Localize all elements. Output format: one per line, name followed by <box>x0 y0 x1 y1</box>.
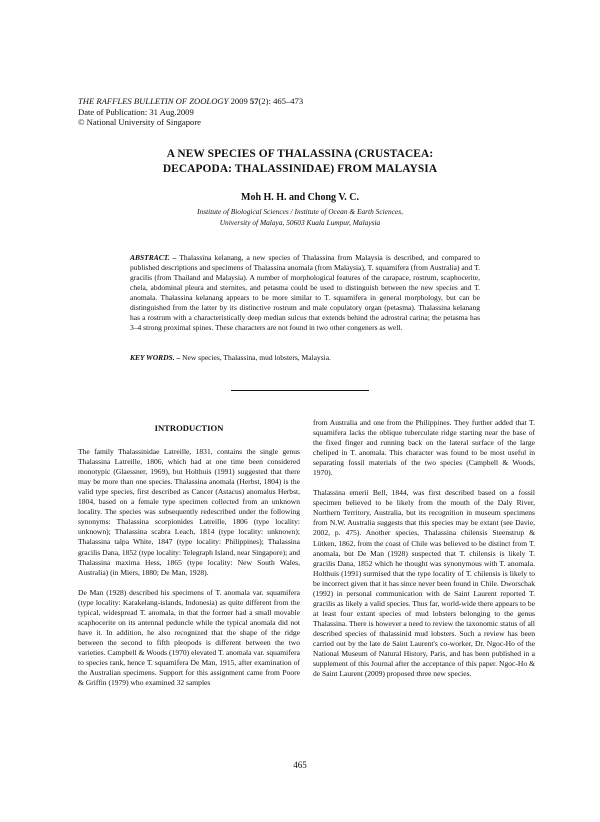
author-affiliation <box>90 207 510 228</box>
paper-authors: Moh H. H. and Chong V. C. <box>241 192 359 203</box>
affiliation-line-2: University of Malaya, 50603 Kuala Lumpur, Malaysia <box>219 217 381 227</box>
body-paragraph: Thalassina emerii Bell, 1844, was first described based on a fossil specimen believed to be likely from the mouth of the Daly River, Northern Territory, Australia, but its recognition in museum specimens from N.W. Australia suggests that this species may be extant (see Davie, 2002, p. 475). Another species, Thalassina chilensis Steenstrup & Lütken, 1862, from the coast of Chile was believed to be distinct from T. anomala, but De Man (1928) suspected that T. chilensis is likely T. gracilis Dana, 1852 which he thought was synonymous with T. anomala. Holthuis (1991) surmised that the type locality of T. chilensis is likely to be incorrect given that it has since never been found in Chile. Dworschak (1992) in personal communication with de Saint Laurent reported T. gracilis as likely a valid species. Thus far, world-wide there appears to be at least four extant species of mud lobsters belonging to the genus Thalassina. There is however a need to review the taxonomic status of all described species of thalassinid mud lobsters. Such a review has been carried out by the late de Saint Laurent's co-worker, Dr. Ngoc-Ho of the National Museum of Natural History, Paris, and has been published in a supplement of this Journal after the acceptance of this paper. Ngoc-Ho & de Saint Laurent (2009) proposed three new species. <box>313 488 535 679</box>
section-divider <box>231 390 369 391</box>
journal-header <box>78 96 303 128</box>
body-paragraph: from Australia and one from the Philippines. They further added that T. squamifera lacks the oblique tuberculate ridge starting near the base of the fixed finger and running back on the lateral surface of the large cheliped in T. anomala. This character was found to be most useful in separating fossil materials of the two species (Campbell & Woods, 1970). <box>313 418 535 478</box>
right-column <box>313 418 535 689</box>
copyright-line: © National University of Singapore <box>78 117 201 127</box>
abstract-text: Thalassina kelanang, a new species of Thalassina from Malaysia is described, and compared to published descriptions and specimens of Thalassina anomala (from Malaysia), T. squamifera (from Australia) and T. gracilis (from Thailand and Malaysia). A number of morphological features of the carapace, rostrum, scaphocerite, chela, abdominal pleura and sternites, and petasma could be used to distinguish between the new species and T. anomala. Thalassina kelanang appears to be more similar to T. squamifera in general morphology, but can be distinguished from the latter by its distinctive rostrum and male copulatory organ (petasma). Thalassina kelanang has a rostrum with a characteristically deep median sulcus that extends behind the adrostral carina; the petasma has 3–4 strong proximal spines. These characters are not found in two other congeners as well. <box>130 253 480 333</box>
introduction-heading: INTRODUCTION <box>154 423 224 433</box>
paper-title <box>90 147 510 177</box>
journal-year: 2009 <box>230 96 248 106</box>
publication-date: Date of Publication: 31 Aug.2009 <box>78 106 194 117</box>
keywords <box>130 353 480 363</box>
abstract-label: ABSTRACT. – <box>130 253 177 262</box>
abstract <box>130 253 480 333</box>
journal-title: THE RAFFLES BULLETIN OF ZOOLOGY <box>78 96 229 106</box>
left-column <box>78 423 300 698</box>
body-paragraph: The family Thalassinidae Latreille, 1831, contains the single genus Thalassina Latreille, 1806, which had at one time been considered monotypic (Glaessner, 1969), but Holthuis (1991) suggested that there may be more than one species. Thalassina anomala (Herbst, 1804) is the valid type species, first described as Cancer (Astacus) anomalus Herbst, 1804, based on a female type specimen collected from an unknown locality. The species was subsequently redescribed under the following synonyms: Thalassina scorpionides Latreille, 1806 (type locality: unknown); Thalassina scabra Leach, 1814 (type locality: unknown); Thalassina talpa White, 1847 (type locality: Philippines); Thalassina gracilis Dana, 1852 (type locality: Telegraph Island, near Singapore); and Thalassina maxima Hess, 1865 (type locality: New South Wales, Australia) (in Miers, 1880; De Man, 1928). <box>78 447 300 577</box>
body-paragraph: De Man (1928) described his specimens of T. anomala var. squamifera (type locality: Karakelang-islands, Indonesia) as quite different from the typical, widespread T. anomala, in that the former had a small movable scaphocerite on its antennal peduncle while the typical anomala did not have it. In addition, he also recognized that the shape of the ridge between the second to fifth pleopods is different between the two varieties. Campbell & Woods (1970) elevated T. anomala var. squamifera to species rank, hence T. squamifera De Man, 1915, after examination of the Australian specimens. Support for this assignment came from Poore & Griffin (1979) who examined 32 samples <box>78 587 300 688</box>
keywords-label: KEY WORDS. – <box>130 353 181 362</box>
affiliation-line-1: Institute of Biological Sciences / Institute of Ocean & Earth Sciences, <box>197 207 403 216</box>
title-line-2: DECAPODA: THALASSINIDAE) FROM MALAYSIA <box>162 163 438 175</box>
keywords-text: New species, Thalassina, mud lobsters, Malaysia. <box>182 353 331 362</box>
title-line-1: A NEW SPECIES OF THALASSINA (CRUSTACEA: <box>166 148 434 160</box>
journal-volume: 57 <box>249 96 259 106</box>
journal-issue-pages: (2): 465–473 <box>258 96 304 106</box>
page-number: 465 <box>293 760 307 770</box>
